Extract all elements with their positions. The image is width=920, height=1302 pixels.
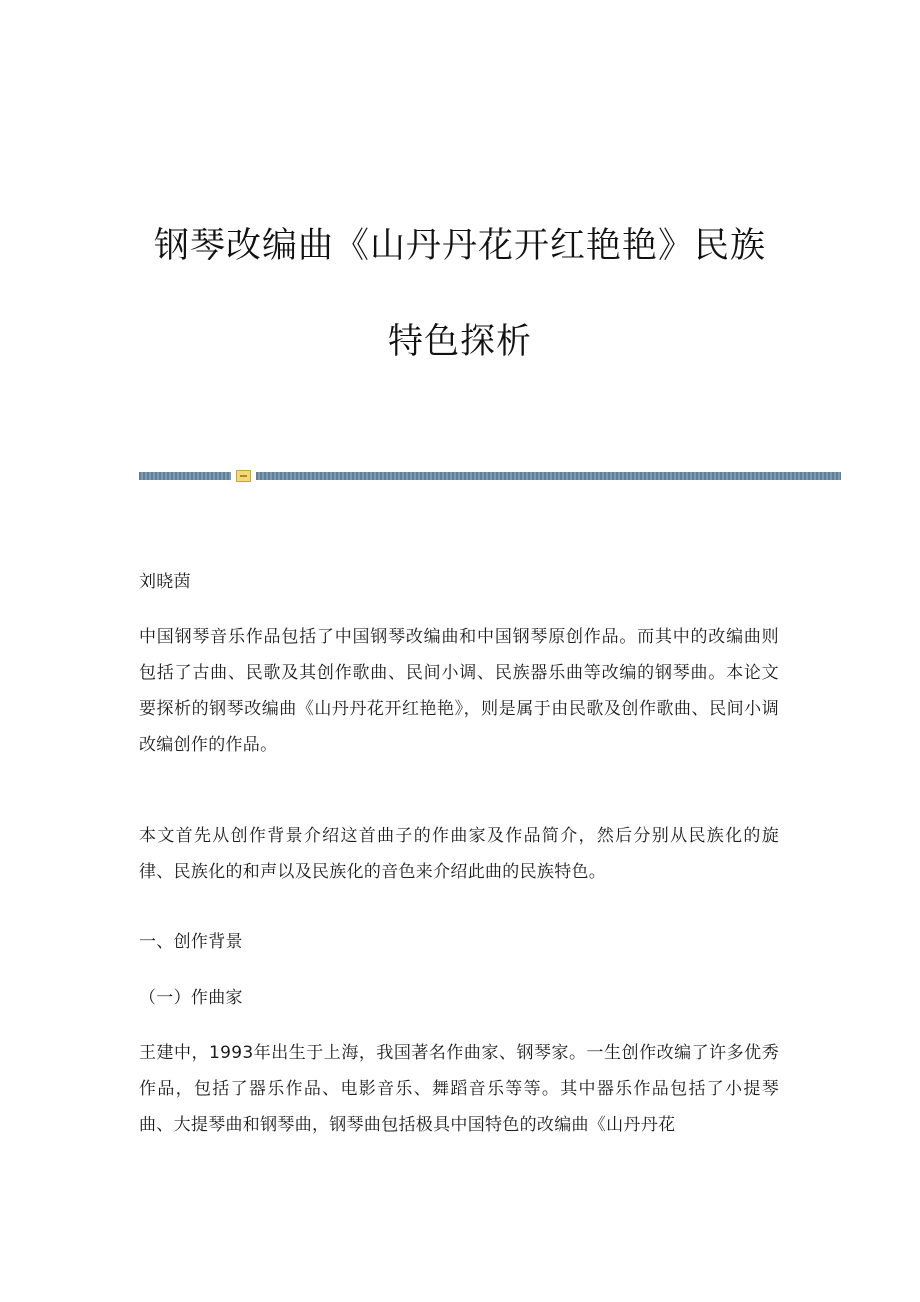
- paragraph-outline: 本文首先从创作背景介绍这首曲子的作曲家及作品简介，然后分别从民族化的旋律、民族化的和声以及民族化的音色来介绍此曲的民族特色。: [139, 826, 779, 882]
- paragraph-composer: 王建中，1993年出生于上海，我国著名作曲家、钢琴家。一生创作改编了许多优秀作品，包括了器乐作品、电影音乐、舞蹈音乐等等。其中器乐作品包括了小提琴曲、大提琴曲和钢琴曲，钢琴曲包括极具中国特色的改编曲《山丹丹花: [139, 1043, 779, 1135]
- divider-ornament-icon: [236, 470, 251, 482]
- title-divider: [139, 470, 841, 482]
- section-heading: 一、创作背景: [139, 932, 243, 952]
- document-title-line-1: 钢琴改编曲《山丹丹花开红艳艳》民族: [153, 226, 766, 266]
- author-name: 刘晓茵: [139, 572, 191, 592]
- subsection-heading: （一）作曲家: [139, 988, 243, 1008]
- document-title-line-2: 特色探析: [387, 322, 532, 362]
- divider-bar-right: [256, 472, 841, 480]
- paragraph-intro: 中国钢琴音乐作品包括了中国钢琴改编曲和中国钢琴原创作品。而其中的改编曲则包括了古曲、民歌及其创作歌曲、民间小调、民族器乐曲等改编的钢琴曲。本论文要探析的钢琴改编曲《山丹丹花开红艳艳》，则是属于由民歌及创作歌曲、民间小调改编创作的作品。: [139, 627, 779, 755]
- divider-bar-left: [139, 472, 231, 480]
